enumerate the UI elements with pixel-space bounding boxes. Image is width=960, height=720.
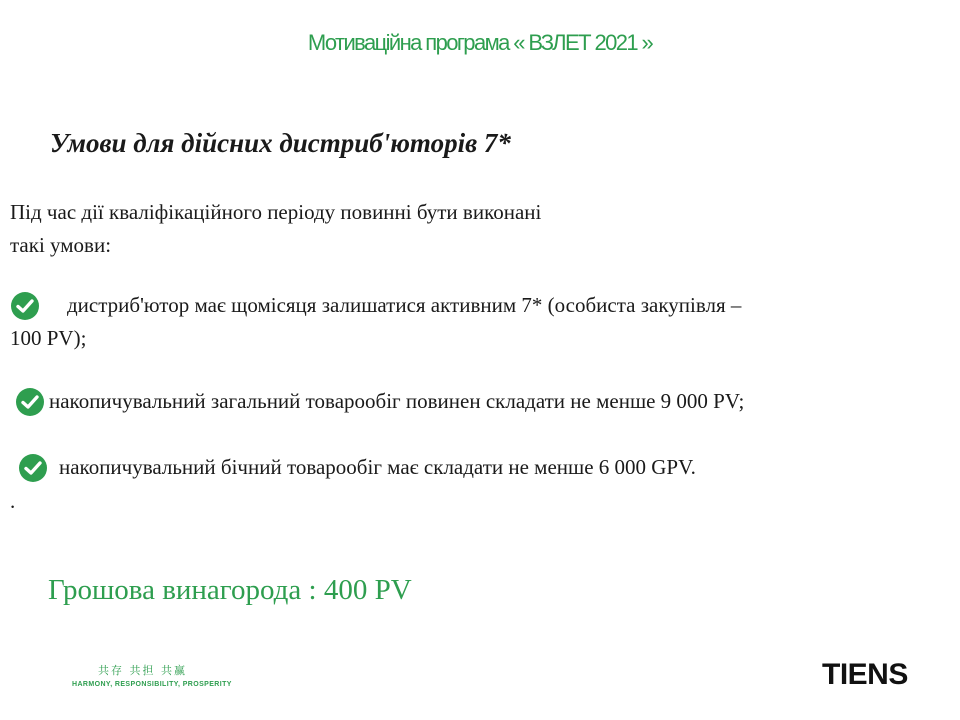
intro-text	[10, 196, 710, 262]
slogan-english: HARMONY, RESPONSIBILITY, PROSPERITY	[72, 681, 232, 688]
check-circle-icon	[19, 454, 47, 482]
intro-line-2: такі умови:	[10, 233, 112, 257]
slogan-chinese: 共存 共担 共赢	[98, 664, 187, 677]
intro-line-1: Під час дії кваліфікаційного періоду повинні бути виконані	[10, 200, 542, 224]
condition-2-line-1: накопичувальний загальний товарообіг повинен складати не менше 9 000 PV;	[49, 389, 745, 413]
slide-heading: Умови для дійсних дистриб'юторів 7*	[50, 128, 511, 158]
program-title: Мотиваційна програма « ВЗЛЕТ 2021 »	[307, 30, 653, 55]
condition-3	[59, 451, 939, 484]
reward-text: Грошова винагорода : 400 PV	[48, 574, 412, 606]
condition-1-line-2: 100 PV);	[10, 326, 87, 350]
condition-3-line-1: накопичувальний бічний товарообіг має складати не менше 6 000 GPV.	[59, 455, 696, 479]
condition-1-line-1: дистриб'ютор має щомісяця залишатися активним 7* (особиста закупівля –	[67, 293, 742, 317]
tiens-logo: TIENS	[822, 658, 908, 691]
check-circle-icon	[16, 388, 44, 416]
condition-2	[49, 385, 949, 418]
trailing-dot: .	[10, 489, 16, 513]
condition-1	[10, 289, 950, 355]
